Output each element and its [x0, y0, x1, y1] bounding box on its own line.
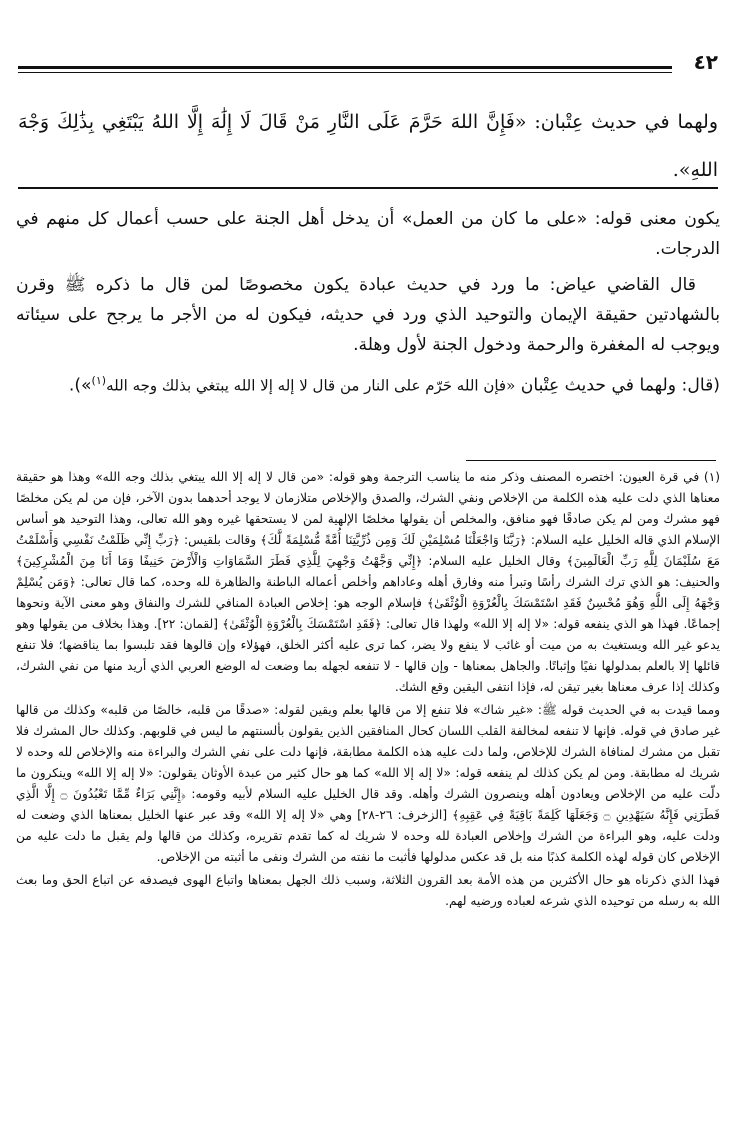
commentary — [16, 204, 720, 407]
footnote-paragraph-2: ومما قيدت به في الحديث قوله ﷺ: «غير شاك» فلا تنفع إلا من قالها بعلم ويقين لقوله: «صدقًا من قلبه، خالصًا من قلبه» وكذلك من قالها غير صادق في قوله. فإنها لا تنفعه لمخالفة القلب اللسان كحال المنافقين الذين يقولون بألسنتهم ما ليس في قلوبهم. وكذلك حال المشرك فلا تقبل من مشرك لمنافاة الشرك للإخلاص، ولما دلت عليه هذه الكلمة مطابقة، فإنها دلت على نفي الشرك والبراءة منه والإخلاص لله وحده لا شريك له مطابقة. ومن لم يكن كذلك لم ينفعه قوله: «لا إله إلا الله» كما هو حال كثير من عبدة الأوثان يقولون: «لا إله إلا الله» وينكرون ما دلّت عليه من الإخلاص ويعادون أهله وينصرون الشرك وأهله. وقد قال الخليل عليه السلام لأبيه وقومه: ﴿إِنَّنِي بَرَاءٌ مِّمَّا تَعْبُدُونَ ۝ إِلَّا الَّذِي فَطَرَنِي فَإِنَّهُ سَيَهْدِينِ ۝ وَجَعَلَهَا كَلِمَةً بَاقِيَةً فِي عَقِبِهِ﴾ [الزخرف: ٢٦-٢٨] وهي «لا إله إلا الله» وقد عبر عنها الخليل بمعناها الذي وضعت له ودلت عليه، وهو البراءة من الشرك وإخلاص العبادة لله وحده لا شريك له كما تقدم تقريره، وكذلك من قالها ولم يقبل ما دلت عليه من الإخلاص كان قوله لهذه الكلمة كذبًا منه بل قد عكس مدلولها فأثبت ما نفته من الشرك ونفى ما أثبته من الإخلاص. — [16, 703, 721, 864]
commentary-p3-end: »). — [68, 375, 92, 396]
page-header — [18, 52, 718, 78]
footnote-paragraph-3: فهذا الذي ذكرناه هو حال الأكثرين من هذه الأمة بعد القرون الثلاثة، وسبب ذلك الجهل بمعناها واتباع الهوى فيصدفه عن اتباع الحق وما بعث الله به رسله من توحيده الذي شرعه لعباده ورضيه لهم. — [16, 873, 720, 908]
section-divider — [18, 187, 718, 189]
hadith-text — [18, 98, 718, 194]
header-rule-thin — [18, 72, 672, 73]
footnote-separator — [466, 460, 716, 461]
commentary-paragraph-2: قال القاضي عياض: ما ورد في حديث عبادة يكون مخصوصًا لمن قال ما ذكره ﷺ وقرن بالشهادتين حقيقة الإيمان والتوحيد الذي ورد في حديثه، فيكون له من الأجر ما يرجح على سيئاته ويوجب له المغفرة والرحمة ودخول الجنة لأول وهلة. — [16, 275, 720, 355]
hadith-lead: ولهما في حديث عِتْبان: — [526, 111, 718, 133]
hadith-end: . — [672, 159, 679, 181]
commentary-paragraph-1: يكون معنى قوله: «على ما كان من العمل» أن يدخل أهل الجنة على حسب أعمال كل منهم في الدرجات. — [16, 209, 720, 259]
footnotes — [16, 467, 720, 912]
header-rule-thick — [18, 66, 672, 69]
hadith-quote: «فَإِنَّ اللهَ حَرَّمَ عَلَى النَّارِ مَنْ قَالَ لَا إِلَٰهَ إِلَّا اللهُ يَبْتَغِي بِذَٰلِكَ وَجْهَ اللهِ» — [18, 111, 718, 181]
footnote-reference: (١) — [91, 374, 107, 387]
commentary-paragraph-3 — [16, 366, 720, 401]
page-number: ٤٢ — [693, 50, 718, 74]
commentary-p3-quote: «فإن الله حَرّم على النار من قال لا إله إلا الله يبتغي بذلك وجه الله — [106, 376, 516, 395]
commentary-p3-lead: (قال: ولهما في حديث عِتْبان — [515, 375, 720, 396]
footnote-1: (١) في قرة العيون: اختصره المصنف وذكر منه ما يناسب الترجمة وهو قوله: «من قال لا إله إلا الله يبتغي بذلك وجه الله» وهذا هو حقيقة معناها الذي دلت عليه هذه الكلمة من الإخلاص ونفي الشرك، والصدق والإخلاص متلازمان لا يوجد أحدهما بدون الآخر، فإن من لم يكن مخلصًا فهو مشرك ومن لم يكن صادقًا فهو منافق، والمخلص أن يقولها مخلصًا الإلهية لمن لا يستحقها غيره وهو الله تعالى، وهذا التوحيد هو أساس الإسلام الذي قاله الخليل عليه السلام: ﴿رَبَّنَا وَاجْعَلْنَا مُسْلِمَيْنِ لَكَ وَمِن ذُرِّيَّتِنَا أُمَّةً مُّسْلِمَةً لَّكَ﴾ وقالت بلقيس: ﴿رَبِّ إِنِّي ظَلَمْتُ نَفْسِي وَأَسْلَمْتُ مَعَ سُلَيْمَانَ لِلَّهِ رَبِّ الْعَالَمِينَ﴾ وقال الخليل عليه السلام: ﴿إِنِّي وَجَّهْتُ وَجْهِيَ لِلَّذِي فَطَرَ السَّمَاوَاتِ وَالْأَرْضَ حَنِيفًا وَمَا أَنَا مِنَ الْمُشْرِكِينَ﴾ والحنيف: هو الذي ترك الشرك رأسًا وتبرأ منه وفارق أهله وعاداهم وأخلص أعماله الباطنة والظاهرة لله وحده، كما قال تعالى: ﴿وَمَن يُسْلِمْ وَجْهَهُ إِلَى اللَّهِ وَهُوَ مُحْسِنٌ فَقَدِ اسْتَمْسَكَ بِالْعُرْوَةِ الْوُثْقَىٰ﴾ فإسلام الوجه هو: إخلاص العبادة المنافي للشرك والنفاق وهو معنى الآية ونحوها إجماعًا. فهذا هو الذي ينفعه قوله: «لا إله إلا الله» ولهذا قال تعالى: ﴿فَقَدِ اسْتَمْسَكَ بِالْعُرْوَةِ الْوُثْقَىٰ﴾ [لقمان: ٢٢]. وهذا بخلاف من يقولها وهو يدعو غير الله ويستغيث به من ميت أو غائب لا ينفع ولا يضر، كما ترى عليه أكثر الخلق، فهؤلاء وإن قالوها فقد تلبسوا بما يناقضها؛ فلا تنفع قائلها إلا بالعلم بمدلولها نفيًا وإثباتًا. والجاهل بمعناها - وإن قالها - لا تنفعه لجهله بما وضعت له الوضع العربي الذي أريد منها من نفي الشرك، وكذلك إذا عرف معناها بغير تيقن له، فإذا انتفى اليقين وقع الشك. — [16, 470, 720, 694]
